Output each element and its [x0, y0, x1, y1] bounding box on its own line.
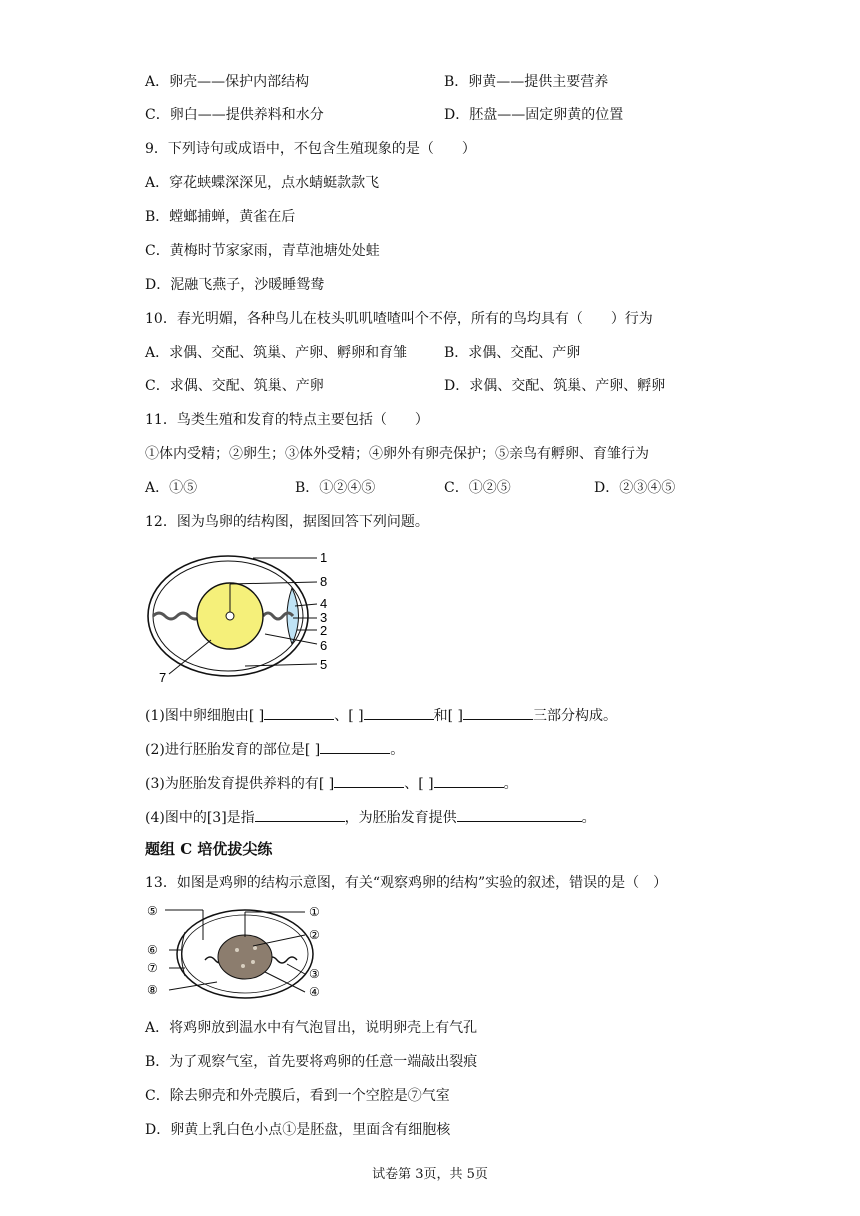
- label-4: ④: [309, 985, 320, 999]
- label-2: 2: [320, 623, 328, 638]
- label-8: ⑧: [147, 983, 158, 997]
- label-1: ①: [309, 905, 320, 919]
- q11-stem: 11．鸟类生殖和发育的特点主要包括（ ）: [145, 412, 429, 428]
- yolk-speckle: [253, 946, 257, 950]
- label-4: 4: [320, 596, 328, 611]
- label-5: ⑤: [147, 904, 158, 918]
- chicken-egg-diagram: [145, 902, 335, 1004]
- q9-option-c: C．黄梅时节家家雨，青草池塘处处蛙: [145, 243, 380, 259]
- label-6: 6: [320, 638, 328, 653]
- q12-sub3: [145, 772, 518, 794]
- q13-option-b: B．为了观察气室，首先要将鸡卵的任意一端敲出裂痕: [145, 1054, 478, 1070]
- q12-sub4-text: (4)图中的[3]是指: [145, 810, 255, 826]
- label-6: ⑥: [147, 943, 158, 957]
- q12-sub1-text: (1)图中卵细胞由[ ]: [145, 708, 265, 724]
- page-footer: 试卷第 3页，共 5页: [372, 1167, 488, 1182]
- q11-option-c: C．①②⑤: [444, 480, 511, 496]
- answer-blank[interactable]: [334, 772, 404, 788]
- q13-option-c: C．除去卵壳和外壳膜后，看到一个空腔是⑦气室: [145, 1088, 450, 1104]
- q9-option-b: B．螳螂捕蝉，黄雀在后: [145, 209, 296, 225]
- label-7: ⑦: [147, 961, 158, 975]
- q9-option-d: D．泥融飞燕子，沙暖睡鸳鸯: [145, 277, 325, 293]
- q8-option-c: C．卵白——提供养料和水分: [145, 107, 324, 123]
- q12-stem: 12．图为鸟卵的结构图，据图回答下列问题。: [145, 514, 429, 530]
- yolk: [218, 935, 272, 979]
- q12-sub3-text: 。: [503, 776, 518, 792]
- bird-egg-diagram: [145, 544, 345, 686]
- q12-sub1-text: 三部分构成。: [532, 708, 617, 724]
- q8-option-a: A．卵壳——保护内部结构: [145, 74, 310, 90]
- label-1: 1: [320, 550, 328, 565]
- label-5: 5: [320, 657, 328, 672]
- q8-option-d: D．胚盘——固定卵黄的位置: [444, 107, 624, 123]
- q9-option-a: A．穿花蛱蝶深深见，点水蜻蜓款款飞: [145, 175, 380, 191]
- q13-option-d: D．卵黄上乳白色小点①是胚盘，里面含有细胞核: [145, 1122, 451, 1138]
- answer-blank[interactable]: [364, 704, 434, 720]
- q10-stem: 10．春光明媚，各种鸟儿在枝头叽叽喳喳叫个不停，所有的鸟均具有（ ）行为: [145, 311, 653, 327]
- answer-blank[interactable]: [320, 738, 390, 754]
- germinal-disc: [226, 612, 234, 620]
- q12-sub4: [145, 806, 596, 828]
- q12-sub3-text: 、[ ]: [404, 776, 434, 792]
- yolk-speckle: [241, 964, 245, 968]
- q10-option-d: D．求偶、交配、筑巢、产卵、孵卵: [444, 378, 666, 394]
- q12-sub2: [145, 738, 404, 760]
- q10-option-c: C．求偶、交配、筑巢、产卵: [145, 378, 324, 394]
- q10-option-b: B．求偶、交配、产卵: [444, 345, 581, 361]
- label-7: 7: [159, 670, 167, 685]
- q12-sub4-text: ，为胚胎发育提供: [344, 810, 457, 826]
- q9-stem: 9．下列诗句或成语中，不包含生殖现象的是（ ）: [145, 141, 476, 157]
- q11-items: ①体内受精；②卵生；③体外受精；④卵外有卵壳保护；⑤亲鸟有孵卵、育雏行为: [145, 446, 649, 462]
- answer-blank[interactable]: [255, 806, 345, 822]
- q11-option-b: B．①②④⑤: [295, 480, 376, 496]
- label-3: 3: [320, 610, 328, 625]
- q12-sub1-text: 、[ ]: [334, 708, 364, 724]
- answer-blank[interactable]: [457, 806, 582, 822]
- label-3: ③: [309, 967, 320, 981]
- answer-blank[interactable]: [264, 704, 334, 720]
- q11-option-a: A．①⑤: [145, 480, 198, 496]
- q12-sub2-text: (2)进行胚胎发育的部位是[ ]: [145, 742, 321, 758]
- q12-sub1: [145, 704, 617, 726]
- answer-blank[interactable]: [434, 772, 504, 788]
- q11-option-d: D．②③④⑤: [594, 480, 676, 496]
- yolk-speckle: [235, 948, 239, 952]
- section-c-heading: 题组 C 培优拔尖练: [145, 840, 273, 858]
- answer-blank[interactable]: [463, 704, 533, 720]
- q13-option-a: A．将鸡卵放到温水中有气泡冒出，说明卵壳上有气孔: [145, 1020, 478, 1036]
- label-2: ②: [309, 928, 320, 942]
- q12-sub1-text: 和[ ]: [433, 708, 463, 724]
- label-8: 8: [320, 574, 328, 589]
- q12-sub4-text: 。: [581, 810, 596, 826]
- q13-stem: 13．如图是鸡卵的结构示意图，有关“观察鸡卵的结构”实验的叙述，错误的是（ ）: [145, 875, 668, 891]
- q8-option-b: B．卵黄——提供主要营养: [444, 74, 609, 90]
- q10-option-a: A．求偶、交配、筑巢、产卵、孵卵和育雏: [145, 345, 408, 361]
- yolk-speckle: [251, 960, 255, 964]
- q12-sub2-text: 。: [390, 742, 405, 758]
- q12-sub3-text: (3)为胚胎发育提供养料的有[ ]: [145, 776, 335, 792]
